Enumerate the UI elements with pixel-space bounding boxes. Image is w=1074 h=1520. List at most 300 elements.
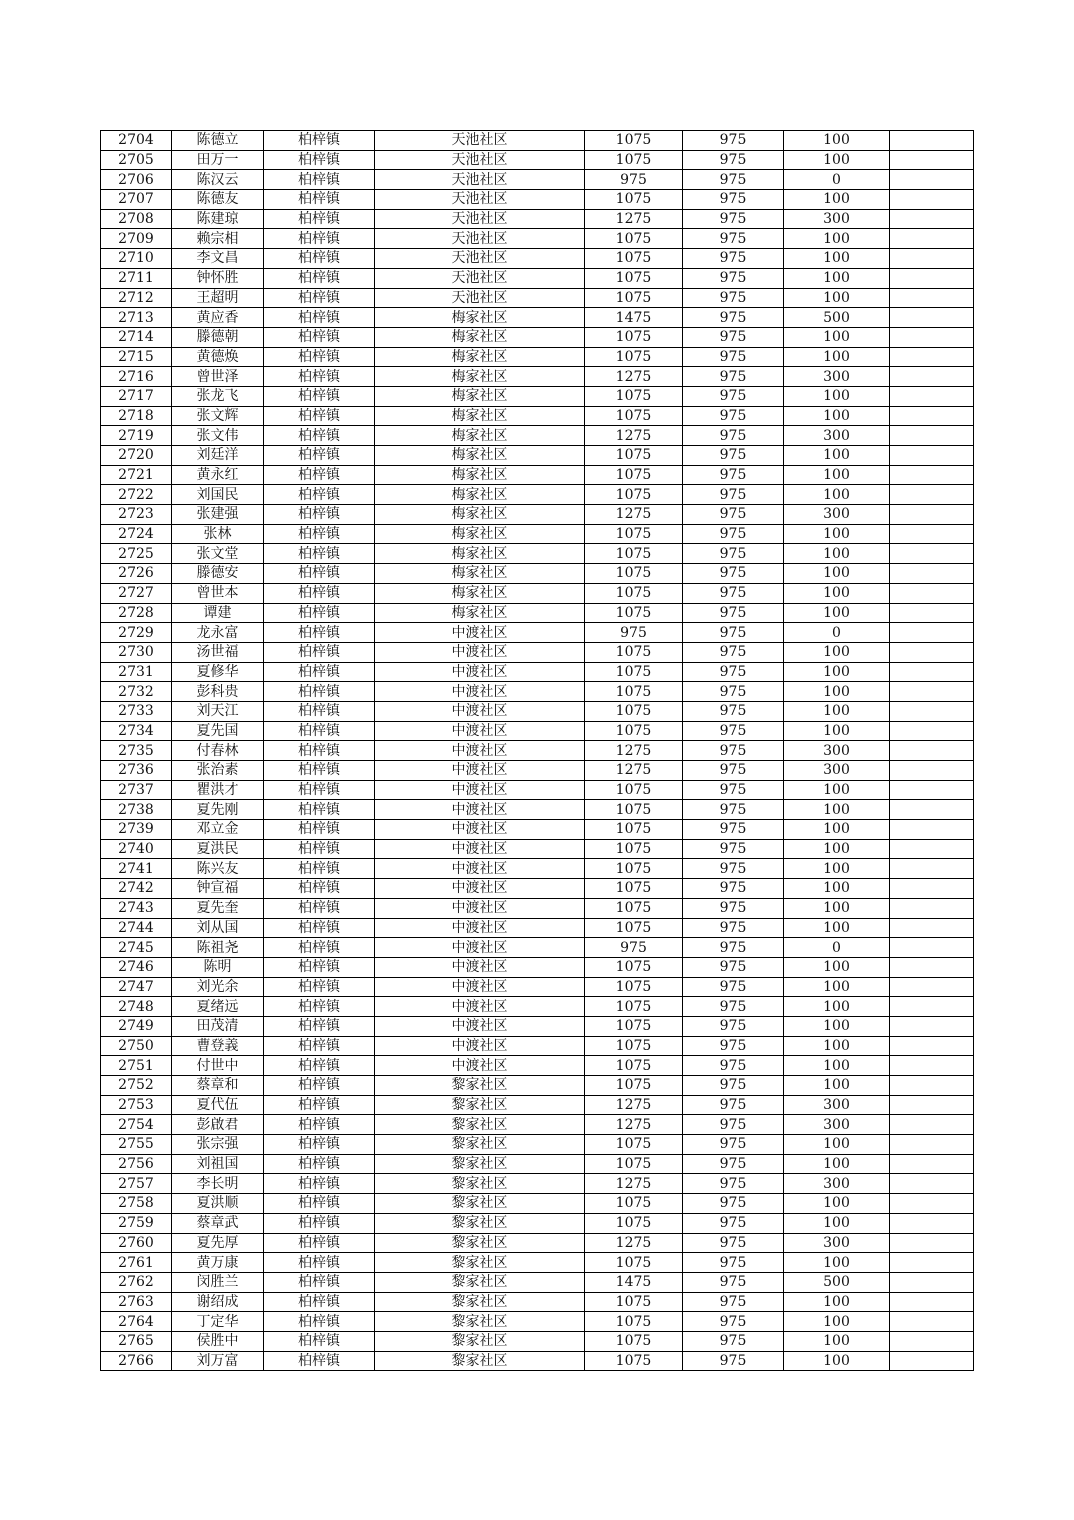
cell-amount-a: 1075 xyxy=(585,977,683,997)
table-row xyxy=(101,1213,974,1233)
cell-difference: 100 xyxy=(784,249,890,269)
cell-difference: 100 xyxy=(784,327,890,347)
cell-difference: 0 xyxy=(784,938,890,958)
cell-town: 柏梓镇 xyxy=(264,1154,375,1174)
cell-amount-a: 975 xyxy=(585,623,683,643)
cell-amount-b: 975 xyxy=(683,1174,784,1194)
table-row xyxy=(101,524,974,544)
cell-amount-b: 975 xyxy=(683,170,784,190)
cell-difference: 300 xyxy=(784,209,890,229)
cell-community: 黎家社区 xyxy=(375,1272,585,1292)
cell-difference: 100 xyxy=(784,1076,890,1096)
cell-remark xyxy=(890,1312,974,1332)
cell-serial: 2730 xyxy=(101,642,172,662)
cell-difference: 100 xyxy=(784,347,890,367)
cell-name: 张文辉 xyxy=(172,406,264,426)
cell-amount-a: 1075 xyxy=(585,800,683,820)
cell-amount-b: 975 xyxy=(683,229,784,249)
cell-community: 梅家社区 xyxy=(375,406,585,426)
cell-amount-a: 1075 xyxy=(585,879,683,899)
cell-name: 闵胜兰 xyxy=(172,1272,264,1292)
cell-name: 夏先国 xyxy=(172,721,264,741)
cell-town: 柏梓镇 xyxy=(264,997,375,1017)
table-row xyxy=(101,406,974,426)
cell-community: 梅家社区 xyxy=(375,505,585,525)
table-row xyxy=(101,898,974,918)
cell-name: 黄永红 xyxy=(172,465,264,485)
cell-remark xyxy=(890,544,974,564)
cell-town: 柏梓镇 xyxy=(264,209,375,229)
cell-amount-b: 975 xyxy=(683,839,784,859)
cell-town: 柏梓镇 xyxy=(264,1194,375,1214)
cell-difference: 100 xyxy=(784,288,890,308)
cell-difference: 100 xyxy=(784,820,890,840)
cell-community: 黎家社区 xyxy=(375,1331,585,1351)
cell-name: 夏洪顺 xyxy=(172,1194,264,1214)
cell-remark xyxy=(890,682,974,702)
table-row xyxy=(101,682,974,702)
cell-serial: 2725 xyxy=(101,544,172,564)
cell-amount-a: 1075 xyxy=(585,1056,683,1076)
cell-amount-a: 1275 xyxy=(585,1095,683,1115)
cell-community: 中渡社区 xyxy=(375,682,585,702)
cell-remark xyxy=(890,131,974,151)
cell-town: 柏梓镇 xyxy=(264,1272,375,1292)
cell-amount-a: 1075 xyxy=(585,1194,683,1214)
cell-name: 黄德焕 xyxy=(172,347,264,367)
cell-community: 中渡社区 xyxy=(375,800,585,820)
cell-serial: 2765 xyxy=(101,1331,172,1351)
cell-remark xyxy=(890,662,974,682)
cell-difference: 100 xyxy=(784,1194,890,1214)
cell-remark xyxy=(890,1095,974,1115)
cell-amount-a: 1075 xyxy=(585,780,683,800)
cell-name: 李文昌 xyxy=(172,249,264,269)
cell-remark xyxy=(890,150,974,170)
cell-amount-a: 1275 xyxy=(585,1174,683,1194)
cell-town: 柏梓镇 xyxy=(264,761,375,781)
cell-community: 梅家社区 xyxy=(375,603,585,623)
cell-remark xyxy=(890,1233,974,1253)
cell-name: 陈汉云 xyxy=(172,170,264,190)
table-row xyxy=(101,229,974,249)
cell-amount-a: 1075 xyxy=(585,465,683,485)
cell-name: 钟宣福 xyxy=(172,879,264,899)
cell-difference: 100 xyxy=(784,898,890,918)
cell-amount-b: 975 xyxy=(683,1095,784,1115)
cell-community: 黎家社区 xyxy=(375,1135,585,1155)
cell-name: 王超明 xyxy=(172,288,264,308)
cell-community: 梅家社区 xyxy=(375,386,585,406)
cell-serial: 2717 xyxy=(101,386,172,406)
cell-difference: 0 xyxy=(784,170,890,190)
cell-serial: 2729 xyxy=(101,623,172,643)
cell-difference: 100 xyxy=(784,957,890,977)
cell-community: 黎家社区 xyxy=(375,1194,585,1214)
table-row xyxy=(101,938,974,958)
cell-community: 中渡社区 xyxy=(375,879,585,899)
cell-difference: 300 xyxy=(784,505,890,525)
cell-serial: 2707 xyxy=(101,190,172,210)
table-row xyxy=(101,701,974,721)
table-row xyxy=(101,1115,974,1135)
cell-serial: 2761 xyxy=(101,1253,172,1273)
cell-serial: 2728 xyxy=(101,603,172,623)
cell-community: 中渡社区 xyxy=(375,761,585,781)
cell-serial: 2733 xyxy=(101,701,172,721)
cell-community: 中渡社区 xyxy=(375,898,585,918)
cell-amount-b: 975 xyxy=(683,1076,784,1096)
cell-amount-b: 975 xyxy=(683,1312,784,1332)
cell-remark xyxy=(890,564,974,584)
cell-town: 柏梓镇 xyxy=(264,1253,375,1273)
cell-name: 陈建琼 xyxy=(172,209,264,229)
cell-serial: 2743 xyxy=(101,898,172,918)
cell-amount-b: 975 xyxy=(683,1194,784,1214)
table-row xyxy=(101,1233,974,1253)
cell-amount-b: 975 xyxy=(683,583,784,603)
cell-remark xyxy=(890,583,974,603)
cell-town: 柏梓镇 xyxy=(264,918,375,938)
cell-difference: 100 xyxy=(784,1135,890,1155)
cell-amount-a: 1275 xyxy=(585,1115,683,1135)
cell-name: 赖宗相 xyxy=(172,229,264,249)
cell-amount-a: 1075 xyxy=(585,1135,683,1155)
table-row xyxy=(101,623,974,643)
cell-remark xyxy=(890,761,974,781)
cell-remark xyxy=(890,1194,974,1214)
cell-difference: 100 xyxy=(784,879,890,899)
cell-name: 张宗强 xyxy=(172,1135,264,1155)
cell-community: 天池社区 xyxy=(375,288,585,308)
table-row xyxy=(101,879,974,899)
cell-difference: 100 xyxy=(784,544,890,564)
cell-difference: 100 xyxy=(784,1016,890,1036)
cell-town: 柏梓镇 xyxy=(264,879,375,899)
cell-amount-b: 975 xyxy=(683,721,784,741)
cell-name: 曹登義 xyxy=(172,1036,264,1056)
cell-amount-b: 975 xyxy=(683,406,784,426)
cell-town: 柏梓镇 xyxy=(264,839,375,859)
subsidy-table xyxy=(100,130,974,1371)
cell-amount-b: 975 xyxy=(683,1331,784,1351)
cell-difference: 100 xyxy=(784,1213,890,1233)
cell-community: 中渡社区 xyxy=(375,938,585,958)
cell-amount-b: 975 xyxy=(683,131,784,151)
cell-remark xyxy=(890,406,974,426)
cell-difference: 100 xyxy=(784,524,890,544)
cell-serial: 2721 xyxy=(101,465,172,485)
cell-serial: 2738 xyxy=(101,800,172,820)
cell-amount-b: 975 xyxy=(683,1036,784,1056)
table-row xyxy=(101,1016,974,1036)
cell-serial: 2711 xyxy=(101,268,172,288)
cell-amount-b: 975 xyxy=(683,820,784,840)
cell-name: 夏洪民 xyxy=(172,839,264,859)
cell-community: 梅家社区 xyxy=(375,564,585,584)
cell-amount-a: 1275 xyxy=(585,505,683,525)
cell-community: 中渡社区 xyxy=(375,701,585,721)
cell-difference: 100 xyxy=(784,682,890,702)
cell-serial: 2746 xyxy=(101,957,172,977)
table-row xyxy=(101,839,974,859)
cell-serial: 2758 xyxy=(101,1194,172,1214)
cell-remark xyxy=(890,977,974,997)
cell-amount-b: 975 xyxy=(683,1135,784,1155)
cell-town: 柏梓镇 xyxy=(264,780,375,800)
cell-serial: 2720 xyxy=(101,446,172,466)
cell-remark xyxy=(890,426,974,446)
cell-community: 中渡社区 xyxy=(375,820,585,840)
cell-name: 夏先刚 xyxy=(172,800,264,820)
cell-amount-a: 1075 xyxy=(585,898,683,918)
cell-remark xyxy=(890,1076,974,1096)
cell-name: 夏修华 xyxy=(172,662,264,682)
cell-amount-b: 975 xyxy=(683,642,784,662)
cell-community: 中渡社区 xyxy=(375,859,585,879)
cell-town: 柏梓镇 xyxy=(264,1312,375,1332)
cell-remark xyxy=(890,820,974,840)
cell-community: 黎家社区 xyxy=(375,1154,585,1174)
cell-serial: 2709 xyxy=(101,229,172,249)
cell-remark xyxy=(890,367,974,387)
cell-remark xyxy=(890,623,974,643)
cell-amount-a: 1275 xyxy=(585,741,683,761)
cell-town: 柏梓镇 xyxy=(264,603,375,623)
cell-difference: 100 xyxy=(784,446,890,466)
table-row xyxy=(101,642,974,662)
cell-serial: 2704 xyxy=(101,131,172,151)
cell-difference: 100 xyxy=(784,721,890,741)
cell-name: 邓立金 xyxy=(172,820,264,840)
table-row xyxy=(101,347,974,367)
cell-remark xyxy=(890,446,974,466)
cell-amount-a: 1075 xyxy=(585,1036,683,1056)
cell-serial: 2766 xyxy=(101,1351,172,1371)
cell-name: 刘国民 xyxy=(172,485,264,505)
cell-amount-b: 975 xyxy=(683,780,784,800)
cell-town: 柏梓镇 xyxy=(264,741,375,761)
cell-community: 梅家社区 xyxy=(375,308,585,328)
cell-name: 谢绍成 xyxy=(172,1292,264,1312)
cell-serial: 2732 xyxy=(101,682,172,702)
cell-name: 张文堂 xyxy=(172,544,264,564)
cell-remark xyxy=(890,997,974,1017)
cell-difference: 100 xyxy=(784,603,890,623)
table-row xyxy=(101,820,974,840)
cell-town: 柏梓镇 xyxy=(264,131,375,151)
cell-amount-a: 1075 xyxy=(585,642,683,662)
cell-community: 梅家社区 xyxy=(375,426,585,446)
table-row xyxy=(101,1312,974,1332)
cell-serial: 2713 xyxy=(101,308,172,328)
cell-town: 柏梓镇 xyxy=(264,426,375,446)
cell-town: 柏梓镇 xyxy=(264,1233,375,1253)
cell-amount-b: 975 xyxy=(683,682,784,702)
cell-town: 柏梓镇 xyxy=(264,898,375,918)
cell-difference: 100 xyxy=(784,780,890,800)
table-row xyxy=(101,1135,974,1155)
cell-town: 柏梓镇 xyxy=(264,190,375,210)
cell-amount-a: 1075 xyxy=(585,406,683,426)
cell-amount-b: 975 xyxy=(683,1213,784,1233)
cell-name: 夏绪远 xyxy=(172,997,264,1017)
cell-town: 柏梓镇 xyxy=(264,859,375,879)
cell-community: 中渡社区 xyxy=(375,623,585,643)
cell-remark xyxy=(890,465,974,485)
cell-serial: 2719 xyxy=(101,426,172,446)
table-row xyxy=(101,367,974,387)
cell-name: 付春林 xyxy=(172,741,264,761)
cell-town: 柏梓镇 xyxy=(264,957,375,977)
cell-difference: 100 xyxy=(784,1331,890,1351)
cell-amount-b: 975 xyxy=(683,544,784,564)
cell-amount-b: 975 xyxy=(683,1016,784,1036)
cell-serial: 2740 xyxy=(101,839,172,859)
cell-town: 柏梓镇 xyxy=(264,386,375,406)
cell-remark xyxy=(890,957,974,977)
cell-town: 柏梓镇 xyxy=(264,1135,375,1155)
cell-town: 柏梓镇 xyxy=(264,662,375,682)
cell-amount-b: 975 xyxy=(683,564,784,584)
cell-community: 中渡社区 xyxy=(375,1056,585,1076)
cell-community: 黎家社区 xyxy=(375,1076,585,1096)
cell-amount-b: 975 xyxy=(683,446,784,466)
cell-remark xyxy=(890,347,974,367)
cell-name: 彭啟君 xyxy=(172,1115,264,1135)
table-row xyxy=(101,977,974,997)
cell-town: 柏梓镇 xyxy=(264,1174,375,1194)
cell-amount-a: 1075 xyxy=(585,229,683,249)
cell-difference: 100 xyxy=(784,839,890,859)
cell-serial: 2764 xyxy=(101,1312,172,1332)
table-row xyxy=(101,446,974,466)
cell-difference: 100 xyxy=(784,406,890,426)
cell-amount-a: 1275 xyxy=(585,209,683,229)
table-row xyxy=(101,1036,974,1056)
cell-amount-a: 1075 xyxy=(585,485,683,505)
table-row xyxy=(101,209,974,229)
cell-difference: 100 xyxy=(784,662,890,682)
cell-serial: 2745 xyxy=(101,938,172,958)
cell-name: 曾世本 xyxy=(172,583,264,603)
cell-town: 柏梓镇 xyxy=(264,1036,375,1056)
cell-town: 柏梓镇 xyxy=(264,229,375,249)
table-row xyxy=(101,308,974,328)
cell-serial: 2748 xyxy=(101,997,172,1017)
cell-community: 天池社区 xyxy=(375,229,585,249)
cell-difference: 100 xyxy=(784,1056,890,1076)
cell-town: 柏梓镇 xyxy=(264,682,375,702)
table-row xyxy=(101,741,974,761)
cell-amount-a: 1075 xyxy=(585,1253,683,1273)
cell-remark xyxy=(890,879,974,899)
cell-community: 中渡社区 xyxy=(375,957,585,977)
cell-remark xyxy=(890,386,974,406)
cell-amount-b: 975 xyxy=(683,308,784,328)
cell-amount-a: 1475 xyxy=(585,1272,683,1292)
cell-town: 柏梓镇 xyxy=(264,170,375,190)
cell-amount-b: 975 xyxy=(683,524,784,544)
cell-remark xyxy=(890,741,974,761)
cell-town: 柏梓镇 xyxy=(264,485,375,505)
cell-name: 龙永富 xyxy=(172,623,264,643)
cell-amount-a: 1075 xyxy=(585,701,683,721)
cell-amount-b: 975 xyxy=(683,701,784,721)
cell-name: 刘光余 xyxy=(172,977,264,997)
cell-remark xyxy=(890,1272,974,1292)
cell-serial: 2751 xyxy=(101,1056,172,1076)
cell-remark xyxy=(890,190,974,210)
cell-name: 刘祖国 xyxy=(172,1154,264,1174)
cell-difference: 100 xyxy=(784,1351,890,1371)
cell-community: 梅家社区 xyxy=(375,524,585,544)
cell-difference: 100 xyxy=(784,997,890,1017)
cell-town: 柏梓镇 xyxy=(264,1115,375,1135)
cell-community: 梅家社区 xyxy=(375,465,585,485)
cell-serial: 2741 xyxy=(101,859,172,879)
cell-remark xyxy=(890,524,974,544)
cell-amount-b: 975 xyxy=(683,623,784,643)
cell-serial: 2722 xyxy=(101,485,172,505)
cell-amount-a: 1075 xyxy=(585,544,683,564)
table-row xyxy=(101,1194,974,1214)
cell-town: 柏梓镇 xyxy=(264,938,375,958)
cell-community: 梅家社区 xyxy=(375,347,585,367)
table-row xyxy=(101,249,974,269)
cell-name: 付世中 xyxy=(172,1056,264,1076)
cell-remark xyxy=(890,918,974,938)
cell-amount-a: 1075 xyxy=(585,859,683,879)
cell-serial: 2757 xyxy=(101,1174,172,1194)
cell-difference: 500 xyxy=(784,1272,890,1292)
cell-town: 柏梓镇 xyxy=(264,1016,375,1036)
cell-amount-b: 975 xyxy=(683,268,784,288)
cell-amount-b: 975 xyxy=(683,603,784,623)
cell-amount-a: 1275 xyxy=(585,426,683,446)
cell-remark xyxy=(890,1351,974,1371)
cell-amount-a: 1075 xyxy=(585,583,683,603)
cell-name: 滕德朝 xyxy=(172,327,264,347)
cell-town: 柏梓镇 xyxy=(264,505,375,525)
cell-community: 梅家社区 xyxy=(375,544,585,564)
table-row xyxy=(101,505,974,525)
table-body xyxy=(101,131,974,1371)
cell-name: 蔡章和 xyxy=(172,1076,264,1096)
cell-town: 柏梓镇 xyxy=(264,1292,375,1312)
cell-serial: 2712 xyxy=(101,288,172,308)
cell-amount-b: 975 xyxy=(683,761,784,781)
cell-name: 田万一 xyxy=(172,150,264,170)
cell-remark xyxy=(890,249,974,269)
cell-amount-b: 975 xyxy=(683,957,784,977)
cell-remark xyxy=(890,1253,974,1273)
cell-serial: 2742 xyxy=(101,879,172,899)
cell-serial: 2736 xyxy=(101,761,172,781)
cell-community: 中渡社区 xyxy=(375,662,585,682)
cell-name: 瞿洪才 xyxy=(172,780,264,800)
cell-community: 中渡社区 xyxy=(375,977,585,997)
cell-serial: 2749 xyxy=(101,1016,172,1036)
cell-serial: 2756 xyxy=(101,1154,172,1174)
cell-remark xyxy=(890,1036,974,1056)
cell-name: 张林 xyxy=(172,524,264,544)
cell-community: 中渡社区 xyxy=(375,642,585,662)
cell-town: 柏梓镇 xyxy=(264,524,375,544)
cell-remark xyxy=(890,170,974,190)
cell-remark xyxy=(890,268,974,288)
cell-name: 侯胜中 xyxy=(172,1331,264,1351)
